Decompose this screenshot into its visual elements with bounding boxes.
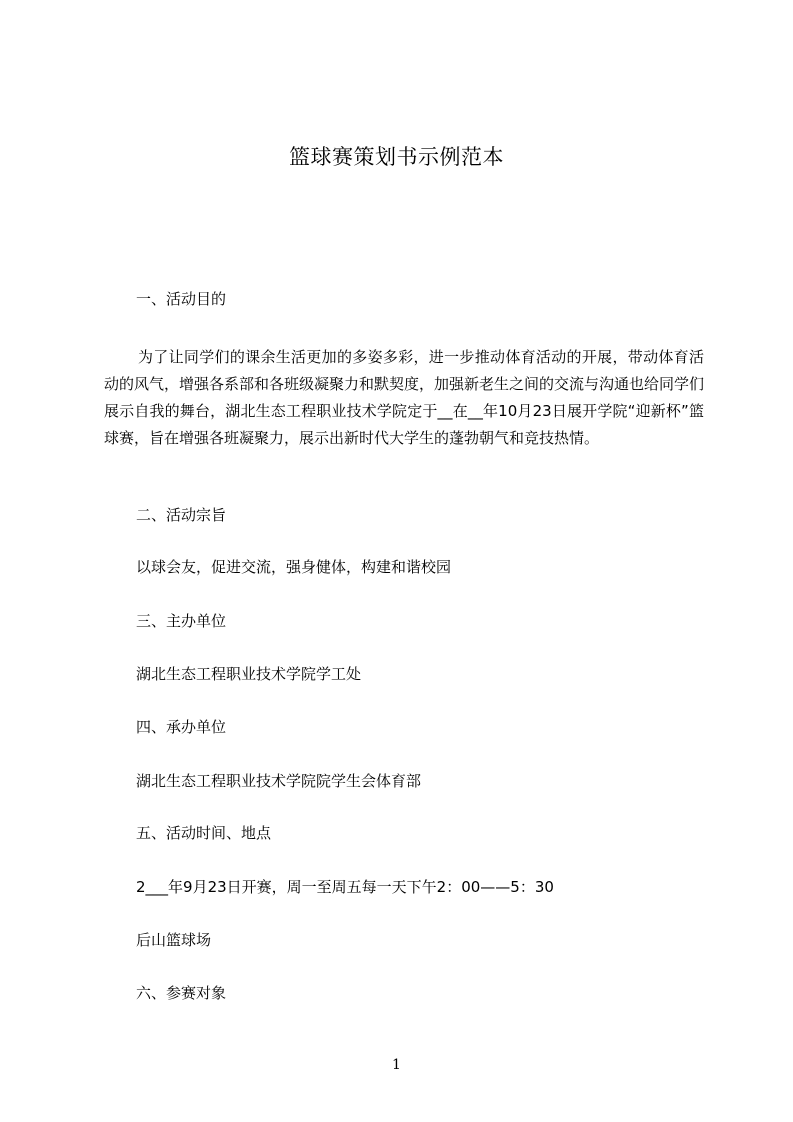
page-number: 1	[392, 1057, 401, 1073]
section-heading-time-place: 五、活动时间、地点	[136, 824, 272, 842]
section-heading-participants: 六、参赛对象	[136, 984, 227, 1002]
time-text: 2___年9月23日开赛，周一至周五每一天下午2：00——5：30	[136, 878, 554, 896]
aim-text: 以球会友，促进交流，强身健体，构建和谐校园	[136, 558, 452, 576]
section-heading-organizer: 三、主办单位	[136, 612, 227, 630]
section-heading-host: 四、承办单位	[136, 718, 227, 736]
organizer-text: 湖北生态工程职业技术学院学工处	[136, 665, 362, 683]
section-heading-aim: 二、活动宗旨	[136, 506, 227, 524]
document-title: 篮球赛策划书示例范本	[289, 145, 504, 169]
purpose-paragraph: 为了让同学们的课余生活更加的多姿多彩，进一步推动体育活动的开展，带动体育活动的风气，增强各系部和各班级凝聚力和默契度，加强新老生之间的交流与沟通也给同学们展示自我的舞台，湖北生态工程职业技术学院定于__在__年10月23日展开学院“迎新杯”篮球赛，旨在增强各班凝聚力，展示出新时代大学生的蓬勃朝气和竞技热情。	[104, 348, 705, 447]
place-text: 后山篮球场	[136, 931, 212, 949]
section-heading-purpose: 一、活动目的	[136, 290, 227, 308]
host-text: 湖北生态工程职业技术学院院学生会体育部	[136, 772, 422, 790]
